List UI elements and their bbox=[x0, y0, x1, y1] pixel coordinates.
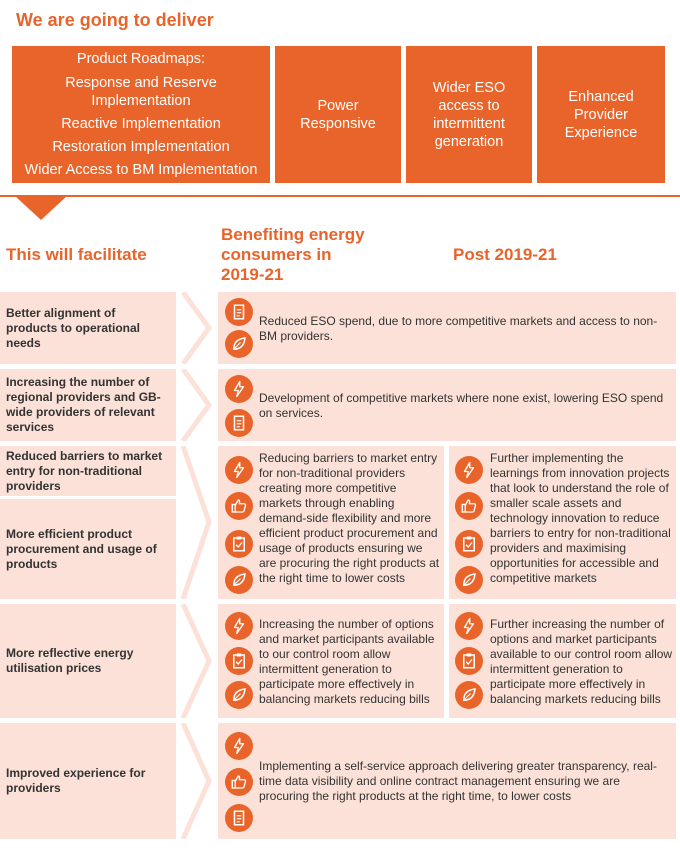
leaf-icon bbox=[455, 681, 483, 709]
box-line: Enhanced bbox=[568, 88, 634, 105]
benefit-panel bbox=[218, 292, 676, 364]
divider-chevron bbox=[0, 190, 680, 224]
row-label-reflective-prices: More reflective energy utilisation prices bbox=[0, 604, 176, 718]
power-responsive-box bbox=[275, 46, 401, 183]
box-line: Wider Access to BM Implementation bbox=[24, 162, 258, 178]
enhanced-provider-box bbox=[537, 46, 665, 183]
benefit-panel bbox=[218, 604, 444, 718]
box-line: Power bbox=[317, 97, 359, 114]
benefit-panel bbox=[218, 723, 676, 839]
box-line: Response and Reserve bbox=[65, 75, 217, 91]
panel-text: Reduced ESO spend, due to more competitive markets and access to non-BM providers. bbox=[259, 314, 658, 343]
checklist-icon bbox=[455, 647, 483, 675]
benefiting-header-line: 2019-21 bbox=[221, 265, 284, 284]
box-line: Responsive bbox=[300, 115, 376, 132]
box-line: Provider bbox=[574, 106, 628, 123]
panel-text: Development of competitive markets where none exist, lowering ESO spend on services. bbox=[259, 391, 664, 420]
box-line: Reactive Implementation bbox=[61, 116, 221, 132]
checklist-icon bbox=[455, 530, 483, 558]
lightning-icon bbox=[225, 732, 253, 760]
panel-text: Implementing a self-service approach delivering greater transparency, real-time data visibility and online contract management ensuring we are procuring the right products at the right time, to lower costs bbox=[259, 759, 657, 803]
post-header: Post 2019-21 bbox=[453, 245, 557, 264]
post-panel bbox=[449, 604, 676, 718]
arrow-right bbox=[177, 723, 217, 839]
checklist-icon bbox=[225, 530, 253, 558]
row-label-regional-providers: Increasing the number of regional providers and GB-wide providers of relevant services bbox=[0, 369, 176, 441]
panel-text: Further implementing the learnings from innovation projects that look to understand the role of smaller scale assets and technology innovation to reduce barriers to entry for non-traditional providers and maximising opportunities for accessible and competitive markets bbox=[490, 451, 671, 585]
box-line: Experience bbox=[564, 124, 638, 141]
thumbs-up-icon bbox=[225, 768, 253, 796]
arrow-right bbox=[177, 604, 217, 718]
document-icon bbox=[225, 804, 253, 832]
lightning-icon bbox=[225, 456, 253, 484]
lightning-icon bbox=[455, 612, 483, 640]
thumbs-up-icon bbox=[455, 492, 483, 520]
facilitate-header: This will facilitate bbox=[6, 245, 147, 264]
panel-text: Increasing the number of options and market participants available to our control room allow intermittent generation to participate more effectively in balancing markets reducing bills bbox=[259, 617, 435, 706]
arrow-right bbox=[177, 446, 217, 599]
benefiting-header-line: Benefiting energy bbox=[221, 225, 365, 244]
row-label-efficient-procurement: More efficient product procurement and usage of products bbox=[0, 499, 176, 599]
leaf-icon bbox=[225, 330, 253, 358]
box-line: access to bbox=[438, 97, 500, 114]
document-icon bbox=[225, 409, 253, 437]
box-line: Wider ESO bbox=[432, 79, 506, 96]
document-icon bbox=[225, 298, 253, 326]
benefit-panel bbox=[218, 369, 676, 441]
panel-text: Reducing barriers to market entry for non-traditional providers creating more competitive markets through enabling demand-side flexibility and more efficient product procurement and usage of products ensuring we are procuring the right products at the right time to lower costs bbox=[259, 451, 440, 585]
arrow-right bbox=[177, 369, 217, 441]
post-panel bbox=[449, 446, 676, 599]
page-title: We are going to deliver bbox=[16, 10, 214, 30]
panel-text: Further increasing the number of options and market participants available to our control room allow intermittent generation to participate more effectively in balancing markets reducing bills bbox=[490, 617, 673, 706]
leaf-icon bbox=[225, 566, 253, 594]
leaf-icon bbox=[225, 681, 253, 709]
lightning-icon bbox=[225, 612, 253, 640]
box-line: Product Roadmaps: bbox=[76, 51, 206, 67]
box-line: generation bbox=[434, 133, 504, 150]
row-label-alignment: Better alignment of products to operational needs bbox=[0, 292, 176, 364]
benefiting-header bbox=[221, 225, 365, 285]
row-label-improved-experience: Improved experience for providers bbox=[0, 723, 176, 839]
box-line: Restoration Implementation bbox=[52, 139, 230, 155]
row-label-reduced-barriers: Reduced barriers to market entry for non-traditional providers bbox=[0, 446, 176, 496]
thumbs-up-icon bbox=[225, 492, 253, 520]
wider-eso-access-box bbox=[406, 46, 532, 183]
product-roadmaps-box bbox=[12, 46, 270, 183]
box-line: intermittent bbox=[433, 115, 505, 132]
benefit-panel bbox=[218, 446, 444, 599]
leaf-icon bbox=[455, 566, 483, 594]
benefiting-header-line: consumers in bbox=[221, 245, 332, 264]
arrow-right bbox=[177, 292, 217, 364]
lightning-icon bbox=[455, 456, 483, 484]
lightning-icon bbox=[225, 375, 253, 403]
checklist-icon bbox=[225, 647, 253, 675]
box-line: Implementation bbox=[91, 93, 191, 109]
